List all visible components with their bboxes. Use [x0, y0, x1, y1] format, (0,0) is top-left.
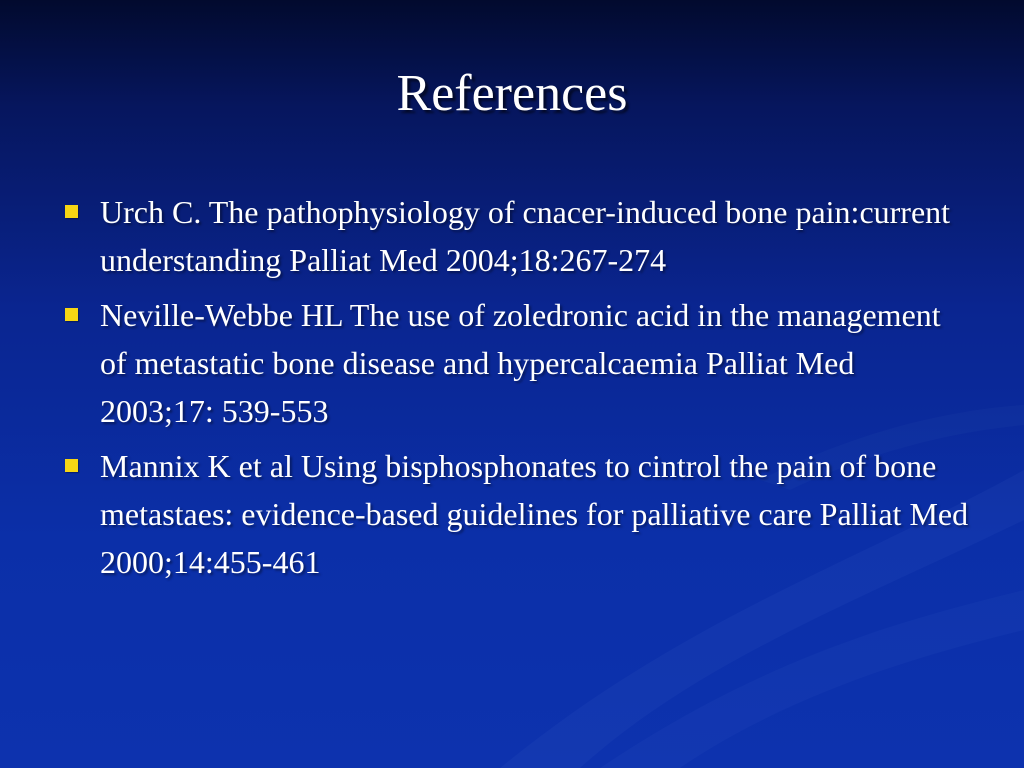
reference-item: [62, 188, 974, 284]
square-bullet-icon: [65, 459, 78, 472]
reference-text: Urch C. The pathophysiology of cnacer-induced bone pain:current understanding Palliat Med 2004;18:267-274: [100, 194, 951, 278]
reference-item: [62, 291, 974, 435]
reference-item: [62, 442, 974, 586]
reference-text: Mannix K et al Using bisphosphonates to cintrol the pain of bone metastaes: evidence-based guidelines for palliative care Palliat Med 2000;14:455-461: [100, 448, 969, 580]
slide-title: References: [396, 65, 628, 122]
reference-list: [62, 188, 974, 593]
square-bullet-icon: [65, 308, 78, 321]
square-bullet-icon: [65, 205, 78, 218]
reference-text: Neville-Webbe HL The use of zoledronic acid in the management of metastatic bone disease and hypercalcaemia Palliat Med 2003;17: 539-553: [100, 297, 941, 429]
